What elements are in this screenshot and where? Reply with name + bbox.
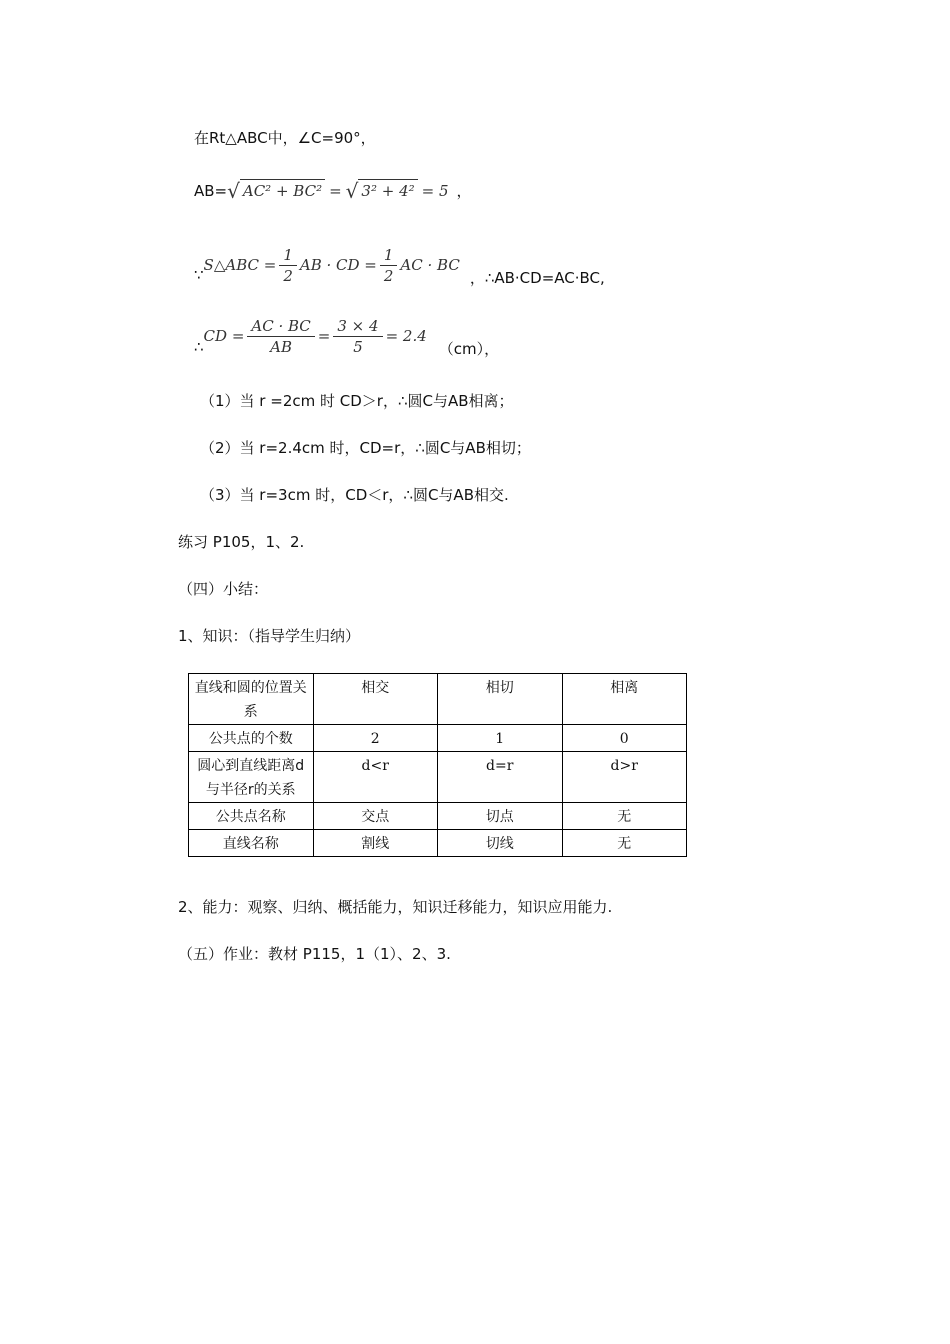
line-cd-formula — [194, 310, 499, 362]
table-row — [189, 674, 687, 725]
ability-line: 2、能力：观察、归纳、概括能力，知识迁移能力，知识应用能力. — [178, 898, 613, 916]
line-ab-formula — [194, 170, 472, 212]
cd-label: CD = — [203, 327, 245, 345]
table-cell: 无 — [562, 803, 687, 830]
ab-comma: ， — [456, 182, 472, 200]
table-cell: 切点 — [438, 803, 563, 830]
table-header-cell: 相离 — [562, 674, 687, 725]
table-header-cell: 相交 — [313, 674, 438, 725]
sqrt-ac-bc — [227, 179, 325, 203]
case-2: （2）当 r=2.4cm 时，CD=r，∴圆C与AB相切； — [200, 439, 531, 457]
table-cell: 公共点的个数 — [189, 725, 314, 752]
cd-result: = 2.4 — [385, 327, 427, 345]
table-cell: 切线 — [438, 830, 563, 857]
summary-table — [188, 673, 687, 857]
area-tail: ，∴AB·CD=AC·BC, — [469, 269, 605, 287]
table-cell: d=r — [438, 752, 563, 803]
table-row — [189, 752, 687, 803]
table-cell: 2 — [313, 725, 438, 752]
fraction-numerator: AC · BC — [247, 316, 314, 337]
radical-sign: √ — [227, 179, 240, 203]
summary-heading: （四）小结： — [178, 580, 269, 598]
area-ac-bc: AC · BC — [400, 256, 460, 274]
ab-prefix: AB= — [194, 182, 228, 200]
table-cell: 无 — [562, 830, 687, 857]
fraction-denominator: 5 — [353, 337, 363, 356]
sqrt-3-4 — [346, 179, 418, 203]
table-row — [189, 830, 687, 857]
radicand-3-4: 3² + 4² — [358, 179, 417, 203]
fraction-3x4-5 — [333, 316, 382, 357]
table-header-cell: 直线和圆的位置关系 — [189, 674, 314, 725]
table-cell: 0 — [562, 725, 687, 752]
fraction-acbc-ab — [247, 316, 314, 357]
fraction-numerator: 3 × 4 — [333, 316, 382, 337]
cd-equals: = — [317, 327, 331, 345]
table-cell: 1 — [438, 725, 563, 752]
fraction-numerator: 1 — [380, 245, 398, 266]
practice-line: 练习 P105，1、2. — [178, 533, 305, 551]
line-rt-triangle: 在Rt△ABC中，∠C=90°， — [194, 129, 376, 147]
fraction-denominator: 2 — [383, 266, 394, 285]
homework-line: （五）作业：教材 P115，1（1）、2、3. — [178, 945, 451, 963]
line-area-formula — [194, 240, 605, 290]
fraction-denominator: AB — [270, 337, 293, 356]
cd-tail: （cm）， — [438, 340, 500, 358]
table-header-cell: 相切 — [438, 674, 563, 725]
radical-sign: √ — [345, 179, 359, 203]
area-label: S△ABC = — [203, 256, 277, 274]
radicand-ac-bc: AC² + BC² — [240, 179, 325, 203]
ab-equals: = — [329, 182, 342, 200]
table-cell: 圆心到直线距离d与半径r的关系 — [189, 752, 314, 803]
because-symbol: ∵ — [194, 266, 204, 284]
table-cell: d>r — [562, 752, 687, 803]
table-cell: 割线 — [313, 830, 438, 857]
therefore-symbol: ∴ — [194, 338, 204, 356]
fraction-half-2 — [380, 245, 398, 286]
ab-result: = 5 — [421, 182, 449, 200]
table-cell: 直线名称 — [189, 830, 314, 857]
fraction-half-1 — [279, 245, 297, 286]
table-row — [189, 725, 687, 752]
table-cell: 交点 — [313, 803, 438, 830]
table-cell: d<r — [313, 752, 438, 803]
area-ab-cd: AB · CD = — [299, 256, 377, 274]
table-row — [189, 803, 687, 830]
fraction-denominator: 2 — [283, 266, 293, 285]
fraction-numerator: 1 — [279, 245, 297, 266]
knowledge-line: 1、知识：（指导学生归纳） — [178, 627, 361, 645]
table-cell: 公共点名称 — [189, 803, 314, 830]
case-3: （3）当 r=3cm 时，CD＜r，∴圆C与AB相交. — [200, 486, 509, 504]
case-1: （1）当 r =2cm 时 CD＞r，∴圆C与AB相离； — [200, 392, 514, 410]
